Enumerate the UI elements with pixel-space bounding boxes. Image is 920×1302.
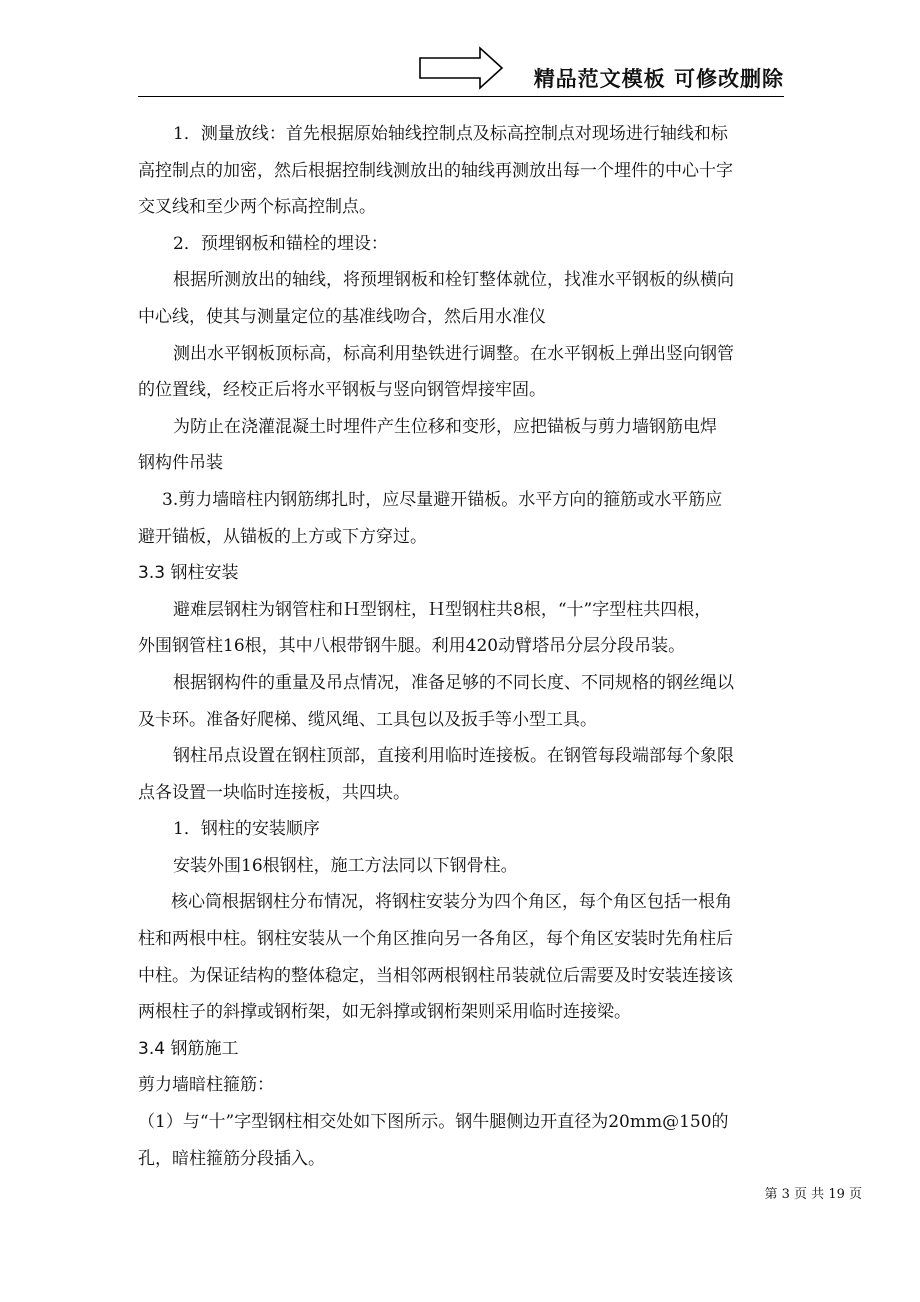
paragraph-line: 核心筒根据钢柱分布情况，将钢柱安装分为四个角区，每个角区包括一根角 xyxy=(171,892,732,913)
paragraph-line: 剪力墙暗柱箍筋： xyxy=(138,1075,274,1096)
paragraph-line: 孔，暗柱箍筋分段插入。 xyxy=(138,1148,325,1169)
page-number: 第 3 页 共 19 页 xyxy=(764,1187,862,1202)
header-title: 精品范文模板 可修改删除 xyxy=(533,67,784,91)
page-header xyxy=(138,46,784,98)
paragraph-line: 的位置线，经校正后将水平钢板与竖向钢管焊接牢固。 xyxy=(138,380,546,401)
paragraph-line: 外围钢管柱16根，其中八根带钢牛腿。利用420动臂塔吊分层分段吊装。 xyxy=(138,636,686,657)
paragraph-line: 钢柱吊点设置在钢柱顶部，直接利用临时连接板。在钢管每段端部每个象限 xyxy=(173,746,734,767)
paragraph-line: 柱和两根中柱。钢柱安装从一个角区推向另一各角区，每个角区安装时先角柱后 xyxy=(138,929,733,950)
paragraph-line: 避开锚板，从锚板的上方或下方穿过。 xyxy=(138,526,427,547)
paragraph-line: 钢构件吊装 xyxy=(138,453,223,474)
paragraph-line: （1）与“十”字型钢柱相交处如下图所示。钢牛腿侧边开直径为20mm@150的 xyxy=(138,1112,729,1133)
paragraph-line: 安装外围16根钢柱，施工方法同以下钢骨柱。 xyxy=(173,855,518,876)
paragraph-line: 为防止在浇灌混凝土时埋件产生位移和变形，应把锚板与剪力墙钢筋电焊 xyxy=(173,416,717,437)
paragraph-line: 两根柱子的斜撑或钢桁架，如无斜撑或钢桁架则采用临时连接梁。 xyxy=(138,1002,631,1023)
arrow-right-icon xyxy=(418,46,504,90)
paragraph-line: 及卡环。准备好爬梯、缆风绳、工具包以及扳手等小型工具。 xyxy=(138,709,597,730)
paragraph-line: 3.4 钢筋施工 xyxy=(138,1038,239,1059)
paragraph-line: 根据所测放出的轴线，将预埋钢板和栓钉整体就位，找准水平钢板的纵横向 xyxy=(173,270,734,291)
paragraph-line: 1．钢柱的安装顺序 xyxy=(173,819,320,840)
paragraph-line: 测出水平钢板顶标高，标高利用垫铁进行调整。在水平钢板上弹出竖向钢管 xyxy=(173,343,734,364)
paragraph-line: 2．预埋钢板和锚栓的埋设： xyxy=(173,233,388,254)
paragraph-line: 3.3 钢柱安装 xyxy=(138,563,239,584)
paragraph-line: 中柱。为保证结构的整体稳定，当相邻两根钢柱吊装就位后需要及时安装连接该 xyxy=(138,965,733,986)
header-divider xyxy=(138,96,784,97)
paragraph-line: 1．测量放线：首先根据原始轴线控制点及标高控制点对现场进行轴线和标 xyxy=(173,124,728,144)
paragraph-line: 点各设置一块临时连接板，共四块。 xyxy=(138,782,410,803)
document-body xyxy=(138,116,784,1177)
paragraph-line: 3.剪力墙暗柱内钢筋绑扎时，应尽量避开锚板。水平方向的箍筋或水平筋应 xyxy=(162,489,723,510)
paragraph-line: 中心线，使其与测量定位的基准线吻合，然后用水准仪 xyxy=(138,306,546,327)
paragraph-line: 高控制点的加密，然后根据控制线测放出的轴线再测放出每一个埋件的中心十字 xyxy=(138,160,733,181)
paragraph-line: 避难层钢柱为钢管柱和Ｈ型钢柱，Ｈ型钢柱共8根，“十”字型柱共四根， xyxy=(173,599,712,620)
paragraph-line: 交叉线和至少两个标高控制点。 xyxy=(138,197,376,218)
paragraph-line: 根据钢构件的重量及吊点情况，准备足够的不同长度、不同规格的钢丝绳以 xyxy=(173,672,734,693)
